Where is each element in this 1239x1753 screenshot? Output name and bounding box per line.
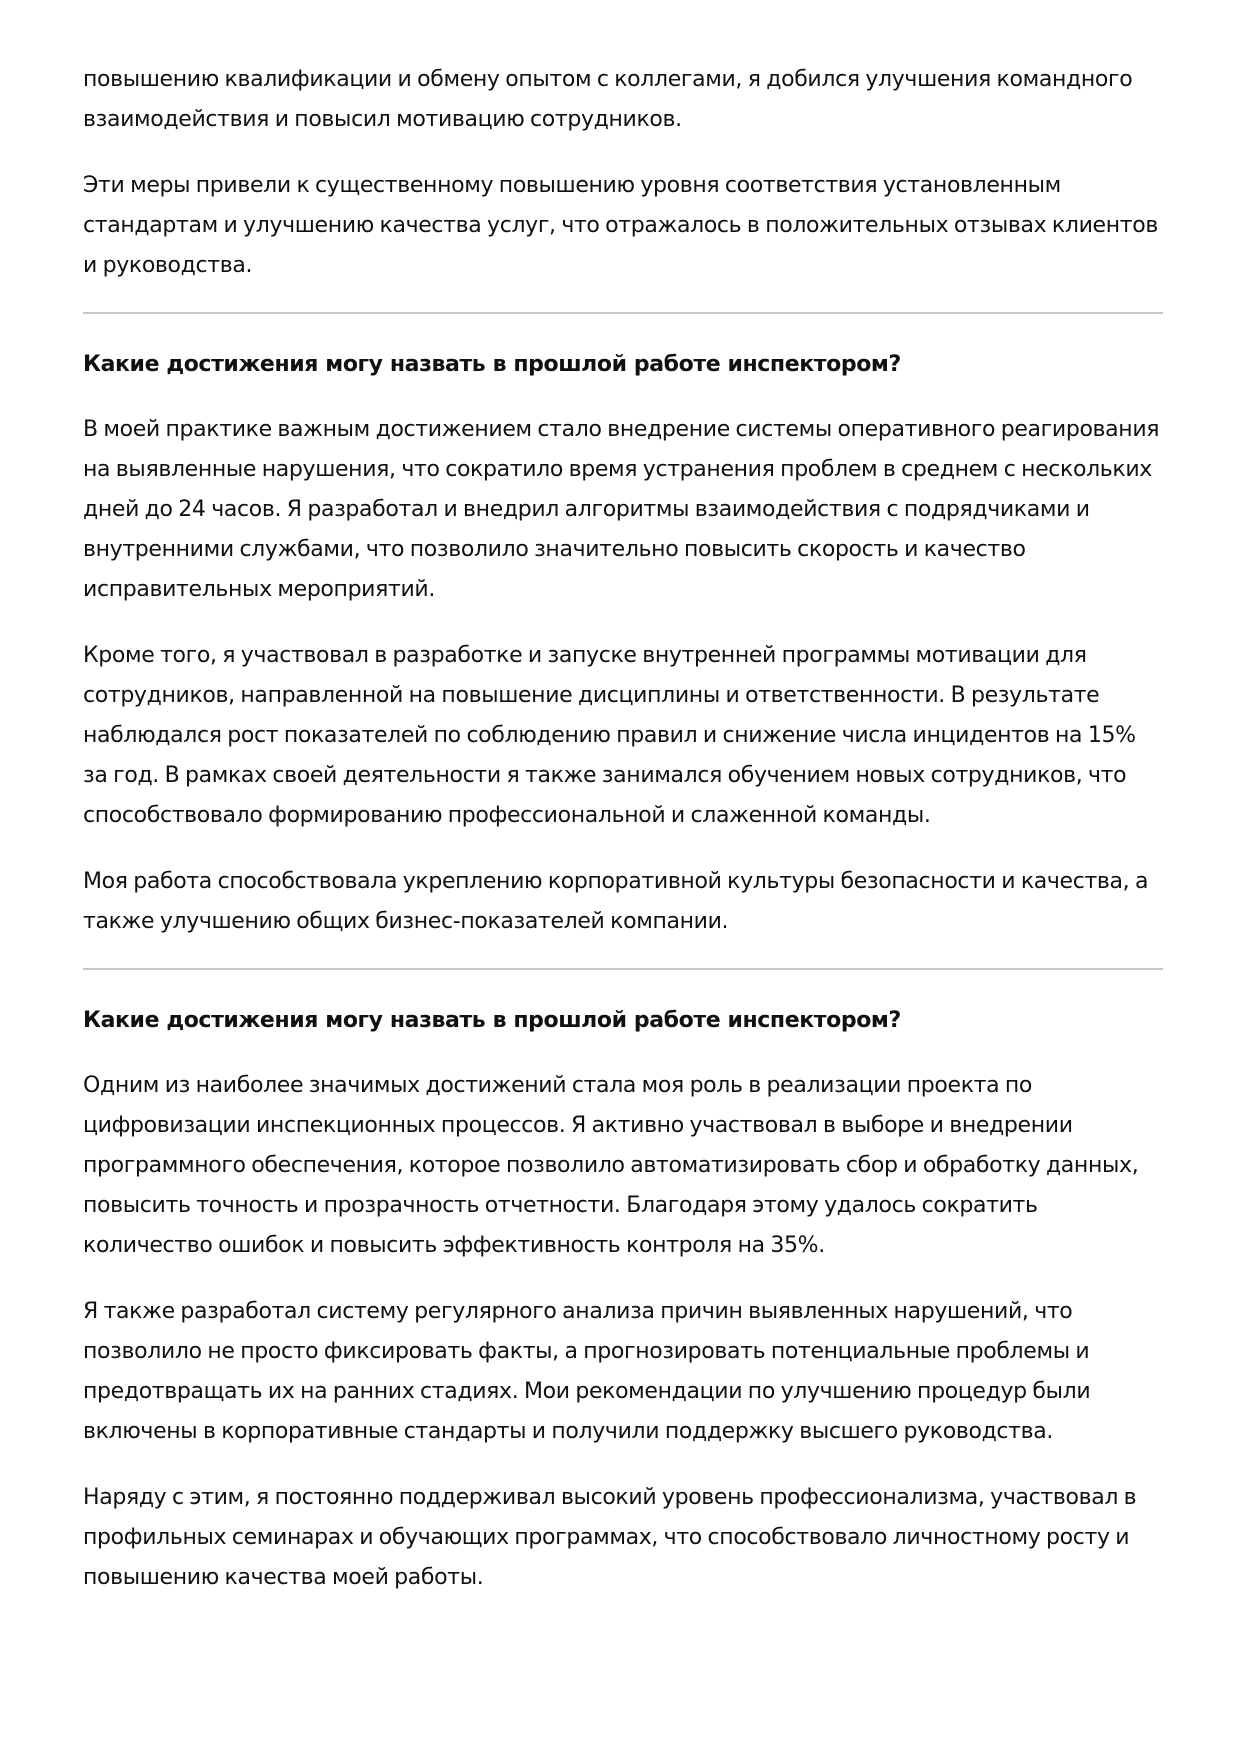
paragraph: Кроме того, я участвовал в разработке и запуске внутренней программы мотивации для сотрудников, направленной на повышение дисциплины и ответственности. В результате наблюдался рост показателей по соблюдению правил и снижение числа инцидентов на 15% за год. В рамках своей деятельности я также занимался обучением новых сотрудников, что способствовало формированию профессиональной и слаженной команды. <box>83 643 1136 828</box>
paragraph: повышению квалификации и обмену опытом с коллегами, я добился улучшения командного взаимодействия и повысил мотивацию сотрудников. <box>83 67 1133 132</box>
paragraph: В моей практике важным достижением стало внедрение системы оперативного реагирования на выявленные нарушения, что сократило время устранения проблем в среднем с нескольких дней до 24 часов. Я разработал и внедрил алгоритмы взаимодействия с подрядчиками и внутренними службами, что позволило значительно повысить скорость и качество исправительных мероприятий. <box>83 417 1160 602</box>
paragraph: Эти меры привели к существенному повышению уровня соответствия установленным стандартам и улучшению качества услуг, что отражалось в положительных отзывах клиентов и руководства. <box>83 173 1158 278</box>
section-achievements-1 <box>83 348 1163 942</box>
paragraph: Наряду с этим, я постоянно поддерживал высокий уровень профессионализма, участвовал в профильных семинарах и обучающих программах, что способствовало личностному росту и повышению качества моей работы. <box>83 1485 1137 1590</box>
section-divider <box>83 312 1163 314</box>
paragraph: Одним из наиболее значимых достижений стала моя роль в реализации проекта по цифровизации инспекционных процессов. Я активно участвовал в выборе и внедрении программного обеспечения, которое позволило автоматизировать сбор и обработку данных, повысить точность и прозрачность отчетности. Благодаря этому удалось сократить количество ошибок и повысить эффективность контроля на 35%. <box>83 1073 1139 1258</box>
section-heading: Какие достижения могу назвать в прошлой работе инспектором? <box>83 1008 901 1033</box>
paragraph: Моя работа способствовала укреплению корпоративной культуры безопасности и качества, а также улучшению общих бизнес-показателей компании. <box>83 869 1149 934</box>
section-intro-continuation <box>83 60 1163 286</box>
section-divider <box>83 968 1163 970</box>
section-achievements-2 <box>83 1004 1163 1598</box>
section-heading: Какие достижения могу назвать в прошлой работе инспектором? <box>83 352 901 377</box>
document-page <box>83 60 1163 1624</box>
paragraph: Я также разработал систему регулярного анализа причин выявленных нарушений, что позволило не просто фиксировать факты, а прогнозировать потенциальные проблемы и предотвращать их на ранних стадиях. Мои рекомендации по улучшению процедур были включены в корпоративные стандарты и получили поддержку высшего руководства. <box>83 1299 1091 1444</box>
